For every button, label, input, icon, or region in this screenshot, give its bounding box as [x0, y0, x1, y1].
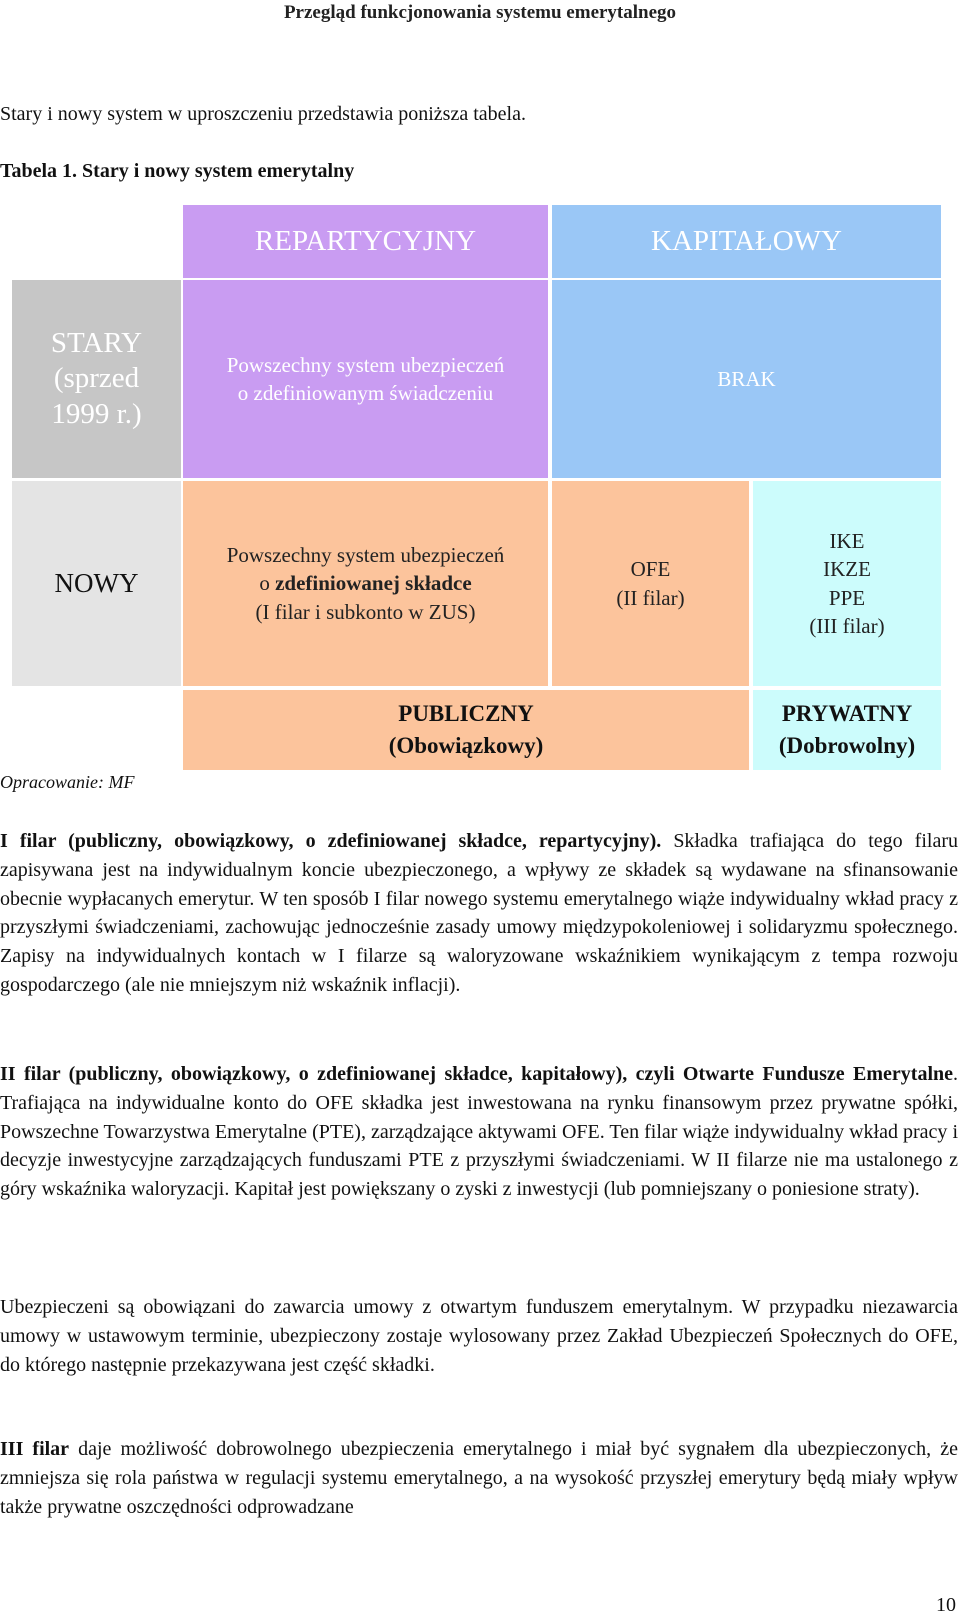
- cell-nowy-prywatne: [753, 481, 941, 686]
- ike-line1: IKE: [829, 528, 865, 553]
- row-label-nowy: NOWY: [12, 481, 181, 686]
- ofe-line2: (II filar): [616, 585, 685, 610]
- stary-rep-line1: Powszechny system ubezpieczeń: [226, 352, 505, 377]
- cell-stary-repartycyjny: [183, 280, 548, 478]
- ike-line2: IKZE: [823, 557, 871, 582]
- stary-line2: (sprzed: [53, 362, 140, 395]
- table-caption: Tabela 1. Stary i nowy system emerytalny: [0, 160, 355, 182]
- paragraph-filar-1: [0, 827, 958, 1000]
- stary-rep-line2: o zdefiniowanym świadczeniu: [237, 381, 494, 405]
- paragraph-4-text: daje możliwość dobrowolnego ubezpieczenia emerytalnego i miał być sygnałem dla ubezpieczonych, że zmniejsza się rola państwa w regulacji systemu emerytalnego, a na wysokość przyszłej emerytury będą miały wpływ także prywatne oszczędności odprowadzane: [0, 1438, 958, 1518]
- stary-line1: STARY: [50, 326, 143, 359]
- nowy-rep-line2-pre: o: [259, 571, 276, 596]
- header-repartycyjny: REPARTYCYJNY: [183, 205, 548, 278]
- ike-line3: PPE: [828, 585, 866, 610]
- paragraph-1-bold: I filar (publiczny, obowiązkowy, o zdefiniowanej składce, repartycyjny).: [0, 830, 662, 852]
- prywatny-line2: (Dobrowolny): [778, 733, 916, 758]
- nowy-rep-line3: (I filar i subkonto w ZUS): [255, 599, 476, 624]
- cell-publiczny: [183, 690, 749, 770]
- paragraph-ubezpieczeni: Ubezpieczeni są obowiązani do zawarcia umowy z otwartym funduszem emerytalnym. W przypadku niezawarcia umowy w ustawowym terminie, ubezpieczony zostaje wylosowany przez Zakład Ubezpieczeń Społecznych do OFE, do którego następnie przekazywana jest część składki.: [0, 1296, 958, 1376]
- paragraph-filar-3: [0, 1435, 958, 1521]
- prywatny-line1: PRYWATNY: [781, 700, 913, 726]
- nowy-rep-line1: Powszechny system ubezpieczeń: [226, 542, 505, 567]
- running-header: Przegląd funkcjonowania systemu emerytalnego: [283, 2, 677, 23]
- row-label-stary: [12, 280, 181, 478]
- header-kapitalowy: KAPITAŁOWY: [552, 205, 941, 278]
- cell-stary-kapitalowy: BRAK: [552, 280, 941, 478]
- intro-text: Stary i nowy system w uproszczeniu przedstawia poniższa tabela.: [0, 103, 526, 125]
- nowy-rep-line2: [227, 569, 505, 597]
- cell-prywatny: [753, 690, 941, 770]
- paragraph-filar-2: [0, 1060, 958, 1204]
- cell-nowy-repartycyjny: [183, 481, 548, 686]
- page-number: 10: [936, 1594, 956, 1616]
- publiczny-line1: PUBLICZNY: [398, 700, 534, 726]
- stary-line3: 1999 r.): [51, 397, 142, 430]
- paragraph-1-text: Składka trafiająca do tego filaru zapisywana jest na indywidualnym koncie ubezpieczonego, a wpływy ze składek są wydawane na sfinansowanie obecnie wypłacanych emerytur. W ten sposób I filar nowego systemu emerytalnego wiąże indywidualny wkład pracy z przyszłymi świadczeniami, zachowując jednocześnie zasady umowy międzypokoleniowej i solidaryzmu społecznego. Zapisy na indywidualnych kontach w I filarze są waloryzowane wskaźnikiem wynikającym z tempa rozwoju gospodarczego (ale nie mniejszym niż wskaźnik inflacji).: [0, 830, 958, 996]
- paragraph-2-bold: II filar (publiczny, obowiązkowy, o zdefiniowanej składce, kapitałowy), czyli Otwarte Fundusze Emerytalne: [0, 1063, 953, 1085]
- table-source: Opracowanie: MF: [0, 772, 135, 792]
- ike-line4: (III filar): [809, 613, 885, 638]
- paragraph-2-text: . Trafiająca na indywidualne konto do OFE składka jest inwestowana na rynku finansowym przez prywatne spółki, Powszechne Towarzystwa Emerytalne (PTE), zarządzające aktywami OFE. Ten filar wiąże indywidualny wkład pracy i decyzje inwestycyjne zarządzających funduszami PTE z przyszłymi świadczeniami. W II filarze nie ma ustalonego z góry wskaźnika waloryzacji. Kapitał jest powiększany o zyski z inwestycji (lub pomniejszany o poniesione straty).: [0, 1063, 958, 1201]
- publiczny-line2: (Obowiązkowy): [388, 733, 544, 758]
- paragraph-4-bold: III filar: [0, 1438, 70, 1460]
- nowy-rep-line2-bold: zdefiniowanej składce: [275, 571, 472, 596]
- cell-nowy-ofe: [552, 481, 749, 686]
- ofe-line1: OFE: [630, 557, 671, 582]
